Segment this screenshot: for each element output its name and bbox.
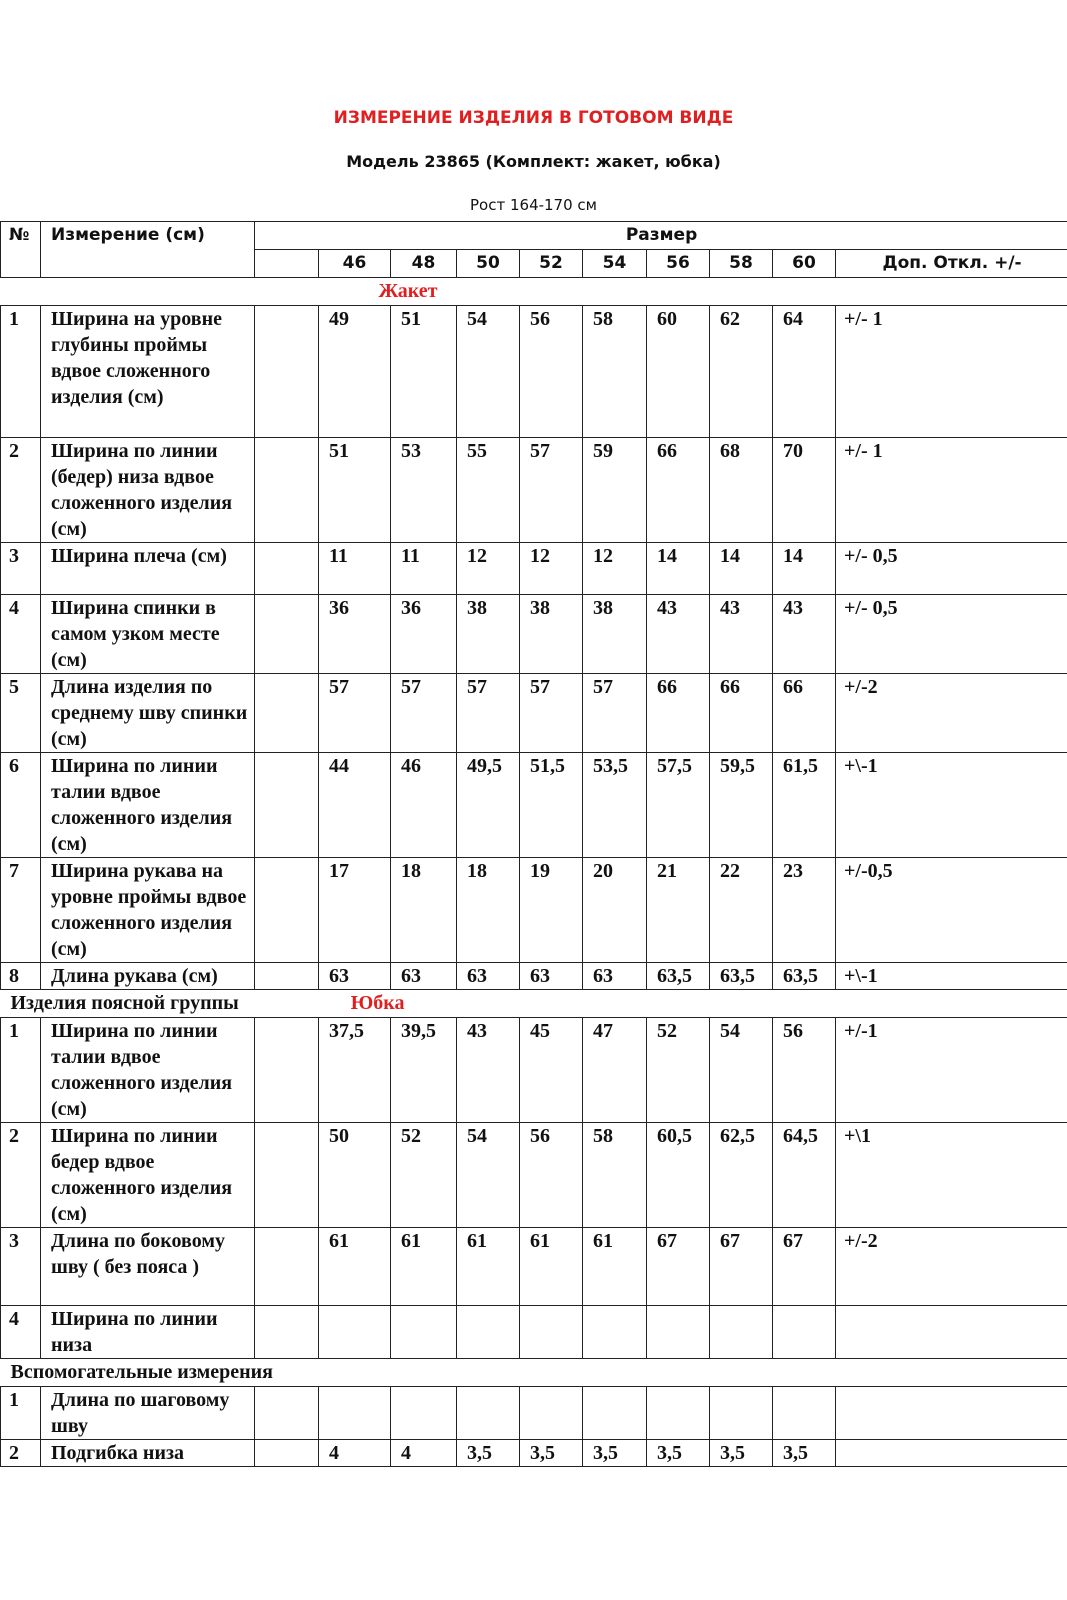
table-row (1, 674, 1067, 753)
size-value-60: 64 (773, 306, 836, 438)
measurement-name: Длина по боковому шву ( без пояса ) (41, 1228, 255, 1306)
size-value-50: 55 (457, 438, 520, 543)
row-spacer-cell (255, 753, 319, 858)
size-value-52: 57 (520, 438, 583, 543)
size-value-50: 12 (457, 543, 520, 595)
size-value-54: 12 (583, 543, 647, 595)
size-value-54 (583, 1387, 647, 1440)
measurement-name: Ширина плеча (см) (41, 543, 255, 595)
row-number: 3 (1, 1228, 41, 1306)
row-spacer-cell (255, 1306, 319, 1359)
size-value-54: 20 (583, 858, 647, 963)
tolerance-value: +/- 0,5 (836, 543, 1067, 595)
measurement-name: Ширина по линии бедер вдвое сложенного изделия (см) (41, 1123, 255, 1228)
size-value-52 (520, 1306, 583, 1359)
size-header-spacer (255, 250, 319, 278)
size-value-46: 44 (319, 753, 391, 858)
size-value-48: 63 (391, 963, 457, 990)
size-value-46 (319, 1306, 391, 1359)
table-row (1, 1306, 1067, 1359)
row-number: 3 (1, 543, 41, 595)
size-value-48: 11 (391, 543, 457, 595)
size-value-52: 12 (520, 543, 583, 595)
size-header-60: 60 (773, 250, 836, 278)
size-value-54: 63 (583, 963, 647, 990)
size-header-58: 58 (710, 250, 773, 278)
size-value-48: 4 (391, 1440, 457, 1467)
size-value-60: 67 (773, 1228, 836, 1306)
size-value-56: 14 (647, 543, 710, 595)
skirt-section-row (1, 990, 1067, 1018)
size-value-56: 52 (647, 1018, 710, 1123)
size-value-56: 67 (647, 1228, 710, 1306)
model-caption: Модель 23865 (Комплект: жакет, юбка) (346, 152, 721, 171)
size-value-50: 38 (457, 595, 520, 674)
row-number: 1 (1, 1018, 41, 1123)
row-spacer-cell (255, 595, 319, 674)
size-value-56: 66 (647, 674, 710, 753)
size-value-46: 36 (319, 595, 391, 674)
row-number: 6 (1, 753, 41, 858)
size-value-58: 68 (710, 438, 773, 543)
row-number: 2 (1, 438, 41, 543)
size-value-54: 47 (583, 1018, 647, 1123)
row-spacer-cell (255, 1440, 319, 1467)
row-spacer-cell (255, 1123, 319, 1228)
size-value-60: 23 (773, 858, 836, 963)
size-value-56: 21 (647, 858, 710, 963)
size-value-46: 37,5 (319, 1018, 391, 1123)
size-value-50: 18 (457, 858, 520, 963)
size-value-60: 14 (773, 543, 836, 595)
table-row (1, 963, 1067, 990)
aux-section-label: Вспомогательные измерения (10, 1361, 273, 1383)
row-spacer-cell (255, 963, 319, 990)
size-value-56: 60 (647, 306, 710, 438)
measurement-name: Ширина рукава на уровне проймы вдвое сложенного изделия (см) (41, 858, 255, 963)
table-row (1, 753, 1067, 858)
size-value-52: 51,5 (520, 753, 583, 858)
document-title: ИЗМЕРЕНИЕ ИЗДЕЛИЯ В ГОТОВОМ ВИДЕ (333, 108, 734, 128)
measurement-name: Ширина спинки в самом узком месте (см) (41, 595, 255, 674)
size-value-60 (773, 1387, 836, 1440)
size-value-46: 61 (319, 1228, 391, 1306)
table-row (1, 306, 1067, 438)
tolerance-value: +/-2 (836, 1228, 1067, 1306)
row-spacer-cell (255, 306, 319, 438)
waist-group-label: Изделия поясной группы (10, 992, 239, 1014)
tolerance-value: +/- 0,5 (836, 595, 1067, 674)
size-value-56 (647, 1306, 710, 1359)
col-size-header: Размер (255, 222, 1067, 250)
size-value-60: 43 (773, 595, 836, 674)
header-row-top (1, 222, 1067, 250)
row-spacer-cell (255, 858, 319, 963)
size-value-48: 57 (391, 674, 457, 753)
col-measure-header: Измерение (см) (41, 222, 255, 278)
size-value-46 (319, 1387, 391, 1440)
measurement-name: Ширина по линии (бедер) низа вдвое сложенного изделия (см) (41, 438, 255, 543)
size-header-56: 56 (647, 250, 710, 278)
aux-section-row-cell (1, 1359, 1067, 1387)
size-value-56: 63,5 (647, 963, 710, 990)
row-number: 8 (1, 963, 41, 990)
size-value-50: 49,5 (457, 753, 520, 858)
size-value-52: 3,5 (520, 1440, 583, 1467)
size-value-48: 52 (391, 1123, 457, 1228)
size-value-46: 49 (319, 306, 391, 438)
size-value-60: 63,5 (773, 963, 836, 990)
size-value-52: 56 (520, 306, 583, 438)
skirt-section-row-cell (1, 990, 1067, 1018)
size-value-58: 22 (710, 858, 773, 963)
table-row (1, 595, 1067, 674)
size-value-48 (391, 1306, 457, 1359)
size-value-58 (710, 1306, 773, 1359)
row-number: 2 (1, 1440, 41, 1467)
tolerance-value: +/-1 (836, 1018, 1067, 1123)
size-value-60: 56 (773, 1018, 836, 1123)
size-value-48 (391, 1387, 457, 1440)
tolerance-value: +\1 (836, 1123, 1067, 1228)
measurement-name: Длина рукава (см) (41, 963, 255, 990)
row-number: 2 (1, 1123, 41, 1228)
size-value-48: 18 (391, 858, 457, 963)
measurement-name: Ширина по линии низа (41, 1306, 255, 1359)
tolerance-value (836, 1387, 1067, 1440)
row-spacer-cell (255, 438, 319, 543)
skirt-section-label: Юбка (350, 992, 405, 1014)
size-value-52: 56 (520, 1123, 583, 1228)
size-value-58: 54 (710, 1018, 773, 1123)
tolerance-value: +/- 1 (836, 306, 1067, 438)
table-row (1, 1228, 1067, 1306)
measurement-name: Ширина на уровне глубины проймы вдвое сложенного изделия (см) (41, 306, 255, 438)
size-value-52 (520, 1387, 583, 1440)
size-value-54: 61 (583, 1228, 647, 1306)
row-spacer-cell (255, 674, 319, 753)
size-value-54 (583, 1306, 647, 1359)
size-header-50: 50 (457, 250, 520, 278)
size-value-56: 66 (647, 438, 710, 543)
size-value-48: 46 (391, 753, 457, 858)
table-row (1, 858, 1067, 963)
size-value-58: 62 (710, 306, 773, 438)
tolerance-value (836, 1440, 1067, 1467)
size-value-50: 63 (457, 963, 520, 990)
measurement-name: Длина по шаговому шву (41, 1387, 255, 1440)
size-value-54: 3,5 (583, 1440, 647, 1467)
size-value-52: 61 (520, 1228, 583, 1306)
size-value-50: 43 (457, 1018, 520, 1123)
measurement-name: Длина изделия по среднему шву спинки (см) (41, 674, 255, 753)
tolerance-header: Доп. Откл. +/- (836, 250, 1067, 278)
size-value-50 (457, 1306, 520, 1359)
size-value-60 (773, 1306, 836, 1359)
size-value-46: 11 (319, 543, 391, 595)
size-value-52: 19 (520, 858, 583, 963)
size-value-60: 3,5 (773, 1440, 836, 1467)
jacket-section-row-cell (1, 278, 1067, 306)
size-value-48: 51 (391, 306, 457, 438)
size-value-52: 45 (520, 1018, 583, 1123)
row-number: 1 (1, 306, 41, 438)
table-row (1, 1018, 1067, 1123)
size-value-54: 59 (583, 438, 647, 543)
size-value-56: 3,5 (647, 1440, 710, 1467)
size-value-46: 51 (319, 438, 391, 543)
row-spacer-cell (255, 1018, 319, 1123)
measurement-name: Подгибка низа (41, 1440, 255, 1467)
jacket-section-row (1, 278, 1067, 306)
tolerance-value: +\-1 (836, 753, 1067, 858)
size-value-54: 58 (583, 306, 647, 438)
col-number-header: № (1, 222, 41, 278)
size-value-54: 53,5 (583, 753, 647, 858)
size-value-56: 43 (647, 595, 710, 674)
size-header-52: 52 (520, 250, 583, 278)
size-value-56: 57,5 (647, 753, 710, 858)
size-value-54: 38 (583, 595, 647, 674)
size-value-50: 54 (457, 306, 520, 438)
table-row (1, 1123, 1067, 1228)
size-value-58: 66 (710, 674, 773, 753)
tolerance-value (836, 1306, 1067, 1359)
size-value-60: 64,5 (773, 1123, 836, 1228)
table-row (1, 543, 1067, 595)
tolerance-value: +/-0,5 (836, 858, 1067, 963)
height-caption: Рост 164-170 см (470, 196, 597, 214)
size-value-46: 50 (319, 1123, 391, 1228)
size-header-54: 54 (583, 250, 647, 278)
size-value-58: 3,5 (710, 1440, 773, 1467)
size-value-58: 14 (710, 543, 773, 595)
size-value-56 (647, 1387, 710, 1440)
size-value-50: 54 (457, 1123, 520, 1228)
measurement-name: Ширина по линии талии вдвое сложенного изделия (см) (41, 1018, 255, 1123)
size-value-60: 70 (773, 438, 836, 543)
size-value-48: 53 (391, 438, 457, 543)
size-value-46: 57 (319, 674, 391, 753)
measurements-table (0, 221, 1067, 1467)
size-value-50: 61 (457, 1228, 520, 1306)
size-value-46: 63 (319, 963, 391, 990)
tolerance-value: +/- 1 (836, 438, 1067, 543)
row-number: 5 (1, 674, 41, 753)
size-value-46: 17 (319, 858, 391, 963)
size-value-60: 61,5 (773, 753, 836, 858)
size-value-58: 63,5 (710, 963, 773, 990)
size-value-50: 3,5 (457, 1440, 520, 1467)
size-value-58: 62,5 (710, 1123, 773, 1228)
row-number: 7 (1, 858, 41, 963)
row-number: 1 (1, 1387, 41, 1440)
size-value-52: 38 (520, 595, 583, 674)
table-row (1, 438, 1067, 543)
jacket-section-label: Жакет (378, 280, 438, 302)
size-value-56: 60,5 (647, 1123, 710, 1228)
size-value-60: 66 (773, 674, 836, 753)
table-row (1, 1387, 1067, 1440)
size-value-52: 57 (520, 674, 583, 753)
size-value-50: 57 (457, 674, 520, 753)
size-value-52: 63 (520, 963, 583, 990)
row-number: 4 (1, 1306, 41, 1359)
row-spacer-cell (255, 1228, 319, 1306)
size-value-48: 39,5 (391, 1018, 457, 1123)
tolerance-value: +/-2 (836, 674, 1067, 753)
size-value-50 (457, 1387, 520, 1440)
size-header-48: 48 (391, 250, 457, 278)
size-value-48: 61 (391, 1228, 457, 1306)
aux-section-row (1, 1359, 1067, 1387)
size-value-58: 59,5 (710, 753, 773, 858)
size-value-58: 43 (710, 595, 773, 674)
size-value-58 (710, 1387, 773, 1440)
measurement-name: Ширина по линии талии вдвое сложенного изделия (см) (41, 753, 255, 858)
size-value-48: 36 (391, 595, 457, 674)
row-spacer-cell (255, 1387, 319, 1440)
row-number: 4 (1, 595, 41, 674)
size-value-46: 4 (319, 1440, 391, 1467)
size-value-54: 57 (583, 674, 647, 753)
size-value-58: 67 (710, 1228, 773, 1306)
row-spacer-cell (255, 543, 319, 595)
size-header-46: 46 (319, 250, 391, 278)
size-value-54: 58 (583, 1123, 647, 1228)
table-row (1, 1440, 1067, 1467)
tolerance-value: +\-1 (836, 963, 1067, 990)
